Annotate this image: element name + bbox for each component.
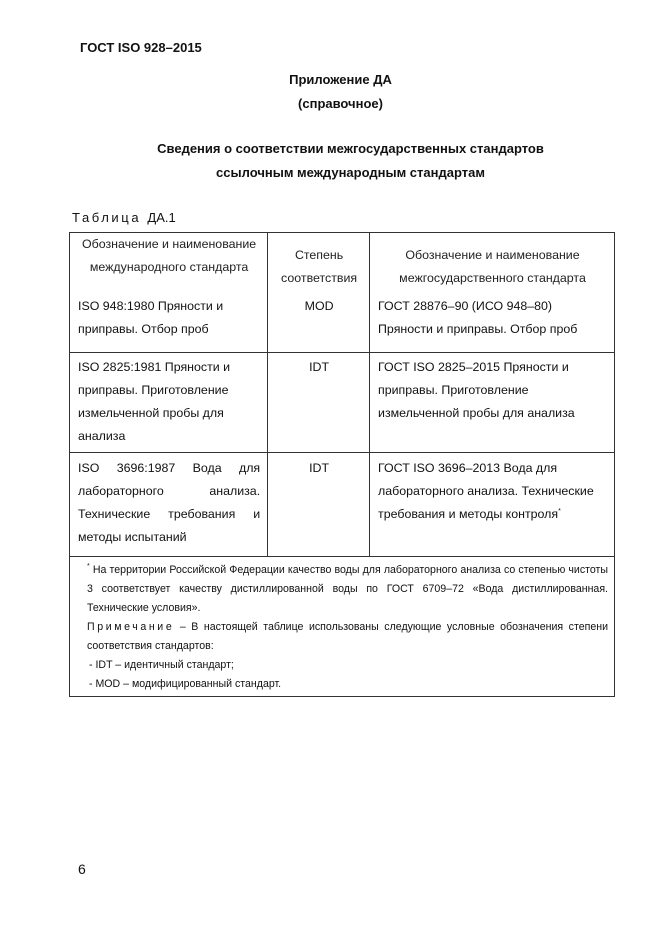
note-item-mod: - MOD – модифицированный стандарт. — [89, 678, 282, 690]
note-text: – В настоящей таблице использованы следующие условные обозначения степени соответствия стандартов: — [87, 621, 608, 652]
table-notes-row — [70, 557, 615, 697]
column-header-degree: Степень соответствия — [268, 233, 370, 291]
table-caption — [72, 210, 176, 225]
note-label: Примечание — [87, 621, 175, 633]
cell-interstate-standard: ГОСТ 28876–90 (ИСО 948–80) Пряности и приправы. Отбор проб — [370, 290, 615, 353]
footnote-text: На территории Российской Федерации качество воды для лабораторного анализа со степенью чистоты 3 соответствует качеству дистиллированной воды по ГОСТ 6709–72 «Вода дистиллированная. Технические условия». — [87, 564, 608, 614]
table-notes-cell — [70, 557, 615, 697]
table-row — [70, 353, 615, 453]
table-caption-number: ДА.1 — [147, 210, 176, 225]
cell-line: лабораторного анализа. — [78, 484, 261, 498]
document-code: ГОСТ ISO 928–2015 — [80, 40, 202, 55]
annex-title: Приложение ДА — [289, 72, 392, 87]
table-caption-word: Таблица — [72, 210, 142, 225]
cell-international-standard: ISO 948:1980 Пряности и приправы. Отбор проб — [70, 290, 268, 353]
footnote — [77, 561, 608, 618]
annex-subtitle: (справочное) — [298, 96, 383, 111]
cell-international-standard — [70, 453, 268, 557]
cell-interstate-text: ГОСТ ISO 3696–2013 Вода для лабораторного анализа. Технические требования и методы контроля — [378, 461, 594, 521]
cell-line: методы испытаний — [78, 530, 187, 544]
table-row — [70, 453, 615, 557]
section-title-line1: Сведения о соответствии межгосударственных стандартов — [157, 141, 544, 156]
cell-degree: MOD — [268, 290, 370, 353]
section-title-line2: ссылочным международным стандартам — [216, 165, 485, 180]
column-header-interstate: Обозначение и наименование межгосударственного стандарта — [370, 233, 615, 291]
cell-international-standard: ISO 2825:1981 Пряности и приправы. Приготовление измельченной пробы для анализа — [70, 353, 268, 453]
note-item-idt: - IDT – идентичный стандарт; — [89, 659, 234, 671]
cell-line: ISO 3696:1987 Вода для — [78, 461, 261, 475]
page-number: 6 — [78, 861, 86, 877]
table-header-row — [70, 233, 615, 291]
cell-degree: IDT — [268, 453, 370, 557]
correspondence-table — [69, 232, 615, 697]
cell-line: Технические требования и — [78, 507, 261, 521]
footnote-mark: * — [87, 563, 90, 570]
note — [77, 618, 608, 656]
cell-interstate-standard: ГОСТ ISO 2825–2015 Пряности и приправы. Приготовление измельченной пробы для анализа — [370, 353, 615, 453]
cell-degree: IDT — [268, 353, 370, 453]
column-header-international: Обозначение и наименование международного стандарта — [70, 233, 268, 291]
table-row — [70, 290, 615, 353]
cell-interstate-standard — [370, 453, 615, 557]
footnote-mark: * — [558, 508, 561, 515]
